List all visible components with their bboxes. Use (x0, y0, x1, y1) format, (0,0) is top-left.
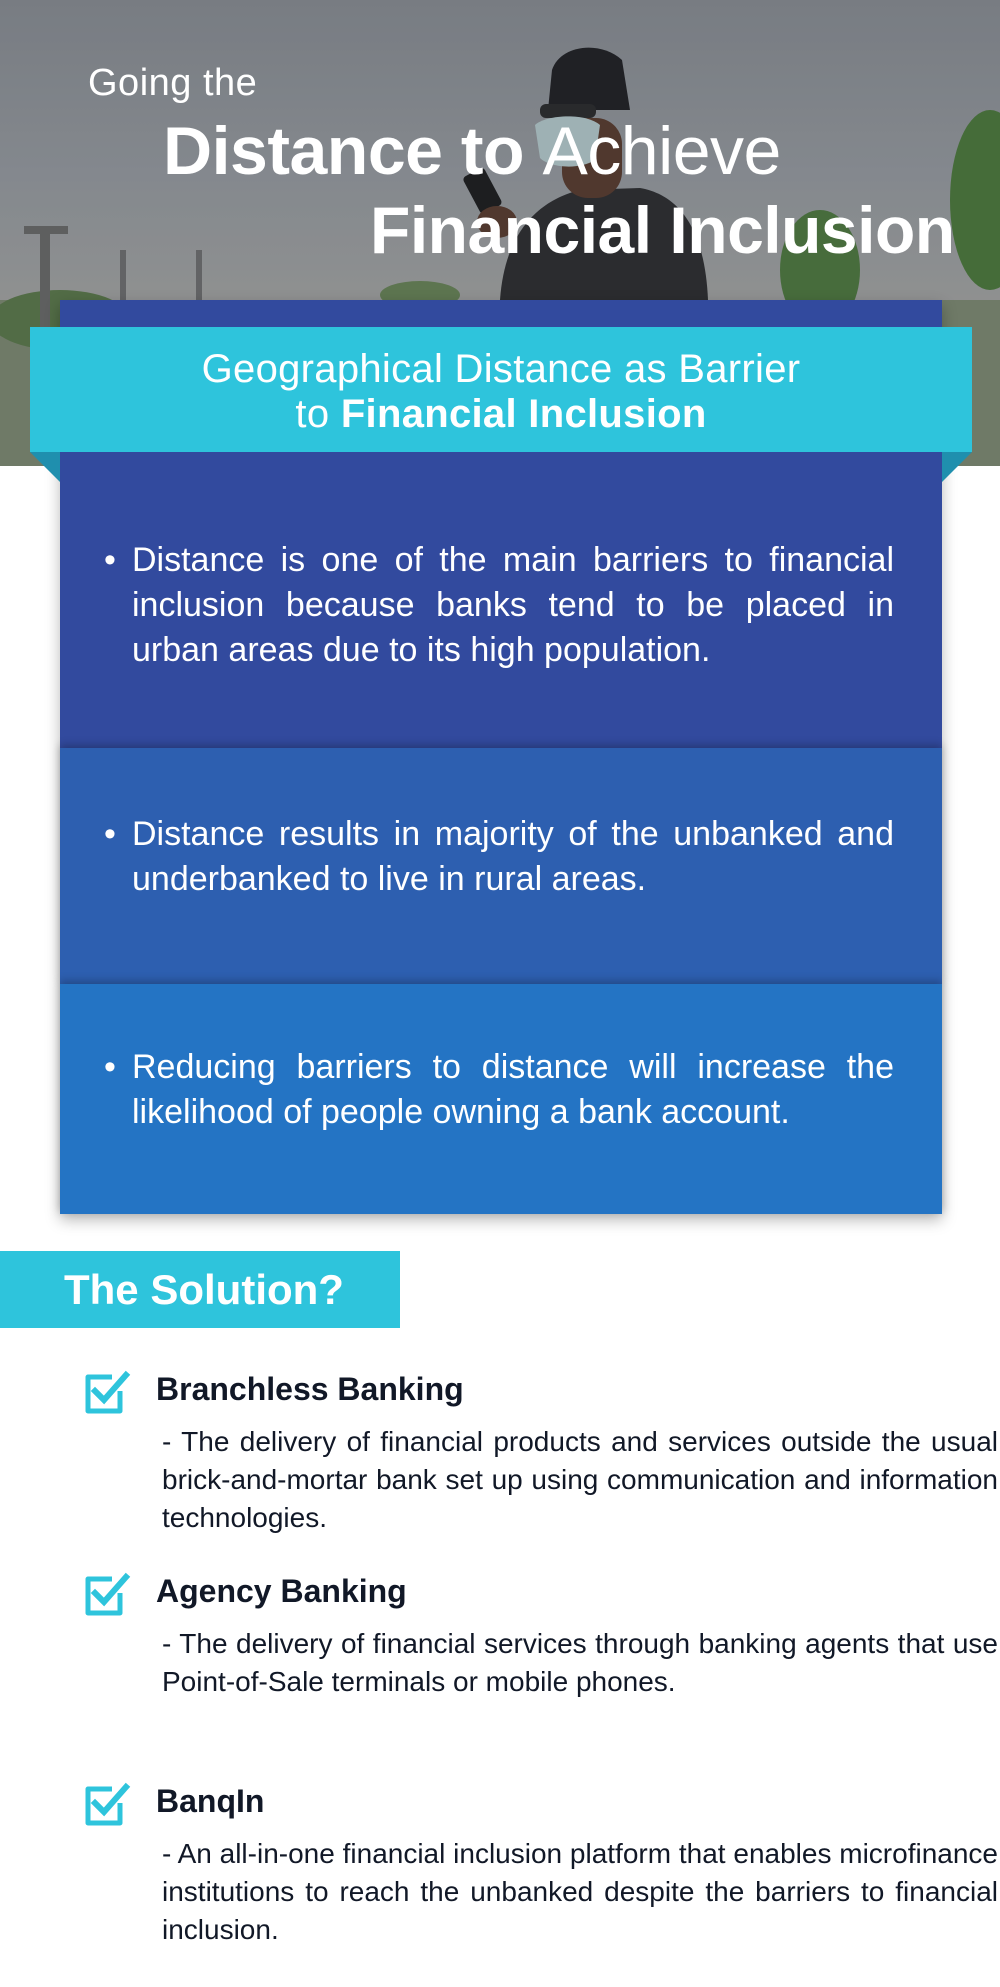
solution-item-title: Branchless Banking (156, 1371, 464, 1407)
barrier-bullet-2: • Distance results in majority of the unbanked and underbanked to live in rural areas. (104, 812, 894, 902)
barrier-ribbon (30, 327, 972, 452)
solution-item-description: - An all-in-one financial inclusion platform that enables microfinance institutions to reach the unbanked despite the barriers to financial inclusion. (162, 1838, 998, 1945)
ribbon-title-line-2 (30, 392, 972, 436)
ribbon-fold-left (30, 452, 60, 482)
ribbon-title-bold: Financial Inclusion (340, 392, 707, 436)
headline-line-2-bold: Distance to (163, 113, 525, 189)
checkbox-checked-icon (82, 1569, 132, 1619)
checkbox-checked-icon (82, 1779, 132, 1829)
solution-item-description: - The delivery of financial products and services outside the usual brick-and-mortar bank set up using communication and information technologies. (162, 1426, 998, 1533)
headline-line-3: Financial Inclusion (370, 193, 955, 267)
headline-line-1: Going the (88, 62, 258, 104)
headline-line-2-light: Achieve (542, 113, 781, 189)
barrier-bullet-3: • Reducing barriers to distance will increase the likelihood of people owning a bank account. (104, 1045, 894, 1135)
barrier-bullet-1: • Distance is one of the main barriers to financial inclusion because banks tend to be placed in urban areas due to its high population. (104, 538, 894, 673)
ribbon-fold-right (942, 452, 972, 482)
solution-item-title: BanqIn (156, 1783, 265, 1819)
checkbox-checked-icon (82, 1367, 132, 1417)
solution-item-title: Agency Banking (156, 1573, 407, 1609)
headline-line-2 (163, 112, 781, 190)
solution-item-description: - The delivery of financial services through banking agents that use Point-of-Sale terminals or mobile phones. (162, 1628, 998, 1697)
solution-heading: The Solution? (0, 1251, 400, 1328)
ribbon-title-prefix: to (295, 392, 330, 436)
ribbon-title-line-1: Geographical Distance as Barrier (201, 347, 801, 391)
